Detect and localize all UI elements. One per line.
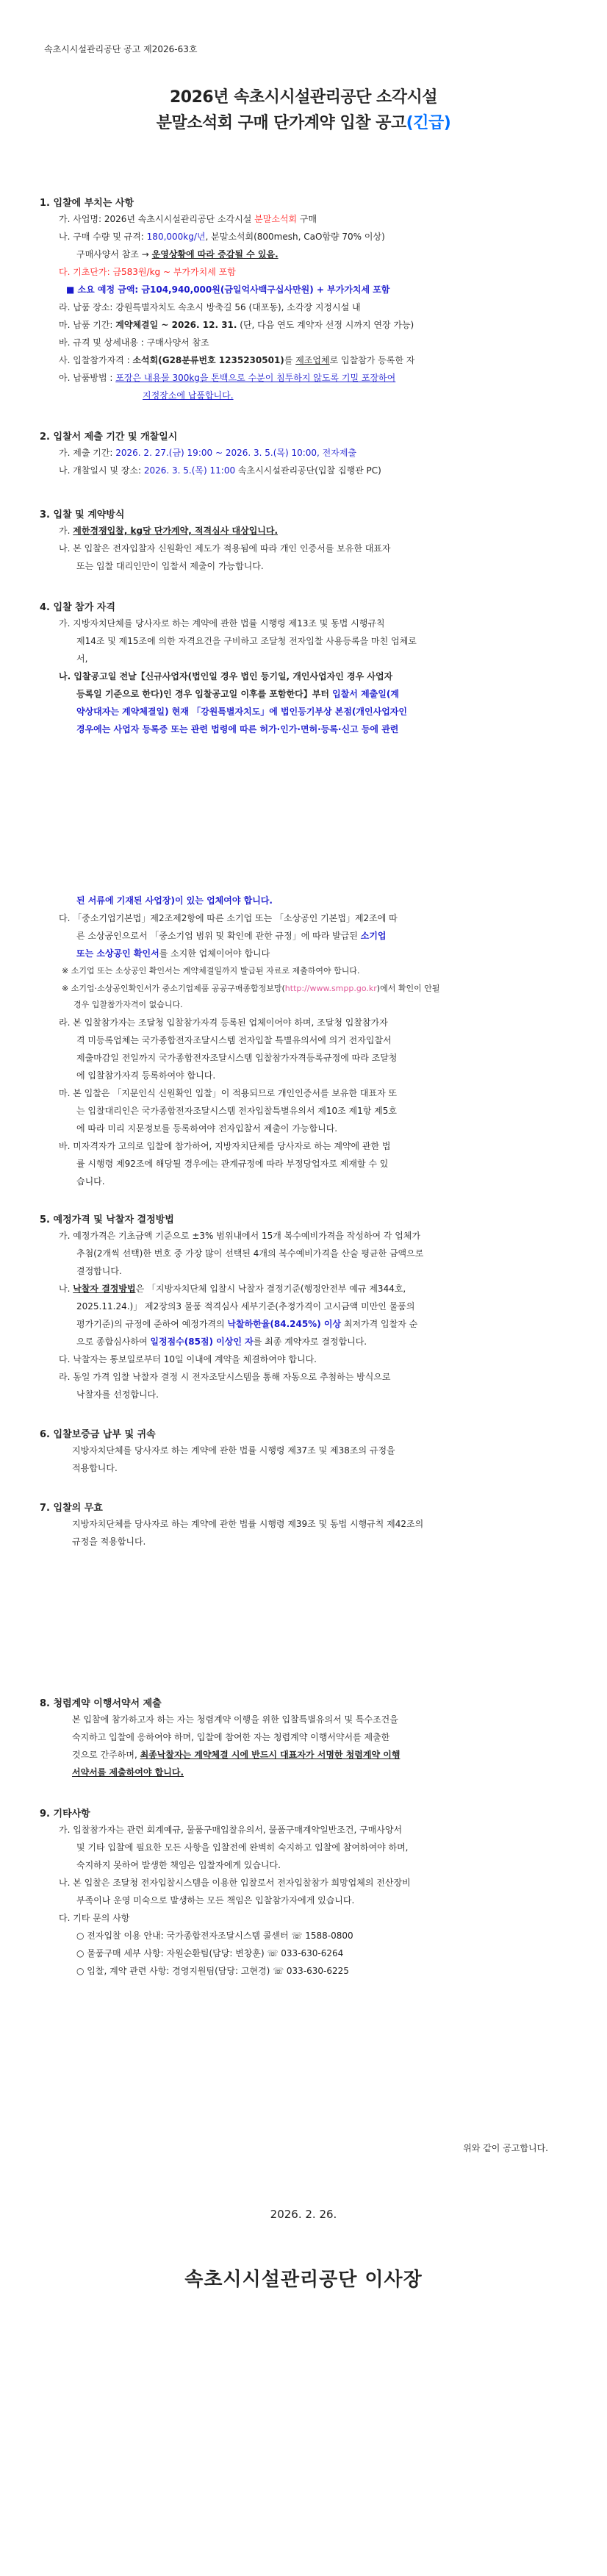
s4-da3-blue: 또는 소상공인 확인서 bbox=[76, 948, 159, 959]
s5-na1-post: 은 「지방자치단체 입찰시 낙찰자 결정기준(행정안전부 예규 제344호, bbox=[135, 1284, 406, 1294]
s5-na3-pre: 평가기준)의 규정에 준하여 예정가격의 bbox=[76, 1319, 228, 1329]
s2-na-pre: 나. 개찰일시 및 장소: bbox=[59, 465, 144, 476]
s4-ba-1: 바. 미자격자가 고의로 입찰에 참가하여, 지방자치단체를 당사자로 하는 계약에 관한 법 bbox=[59, 1141, 391, 1151]
s1-da-base-price: 다. 기초단가: 금583원/kg ~ 부가가치세 포함 bbox=[59, 267, 236, 277]
s8-p3-pre: 것으로 간주하며, bbox=[72, 1750, 140, 1760]
s4-note2-post: )에서 확인이 안될 bbox=[376, 984, 440, 993]
s4-ma-2: 는 입찰대리인은 국가종합전자조달시스템 전자입찰특별유의서 제10조 제1항 제5호 bbox=[76, 1106, 397, 1116]
s4-ga-1: 가. 지방자치단체를 당사자로 하는 계약에 관한 법률 시행령 제13조 및 동법 시행규칙 bbox=[59, 618, 385, 629]
s4-na-3: 약상대자는 계약체결일) 현재 「강원특별자치도」에 법인등기부상 본점(개인사업자인 bbox=[76, 706, 407, 717]
s4-ga-3: 서, bbox=[76, 654, 88, 664]
s1-a bbox=[59, 371, 395, 384]
signer: 속초시시설관리공단 이사장 bbox=[184, 2269, 423, 2291]
s4-ra-3: 제출마감일 전일까지 국가종합전자조달시스템 입찰참가자격등록규정에 따라 조달청 bbox=[76, 1053, 398, 1063]
s2-ga bbox=[59, 446, 356, 459]
s9-ga-1: 가. 입찰참가자는 관련 회계예규, 물품구매입찰유의서, 물품구매계약일반조건, 구매사양서 bbox=[59, 1825, 403, 1835]
s9-contact-3: ○ 입찰, 계약 관련 사항: 경영지원팀(담당: 고현경) ☏ 033-630-6225 bbox=[76, 1966, 349, 1976]
s5-na-3 bbox=[76, 1317, 417, 1331]
s4-na-1: 나. 입찰공고일 전날【신규사업자(법인일 경우 법인 등기일, 개인사업자인 경우 사업자 bbox=[59, 671, 393, 681]
s3-na-1: 나. 본 입찰은 전자입찰자 신원확인 제도가 적용됨에 따라 개인 인증서를 보유한 대표자 bbox=[59, 543, 391, 554]
s1-a-line2: 지정장소에 납품합니다. bbox=[143, 390, 234, 401]
s9-ga-3: 숙지하지 못하여 발생한 책임은 입찰자에게 있습니다. bbox=[76, 1860, 281, 1870]
s8-p3 bbox=[72, 1748, 400, 1761]
s1-sa-post: 로 입찰참가 등록한 자 bbox=[329, 355, 415, 365]
s5-ga-3: 결정합니다. bbox=[76, 1266, 122, 1276]
s5-ga-2: 추첨(2개씩 선택)한 번호 중 가장 많이 선택된 4개의 복수예비가격을 산술 평균한 금액으로 bbox=[76, 1248, 424, 1259]
s4-na-5: 된 서류에 기재된 사업장)이 있는 업체여야 합니다. bbox=[76, 895, 273, 906]
s1-na-2 bbox=[76, 248, 279, 261]
s4-ma-3: 에 따라 미리 지문정보를 등록하여야 전자입찰서 제출이 가능합니다. bbox=[76, 1123, 338, 1134]
s4-ma-1: 마. 본 입찰은 「지문인식 신원확인 입찰」이 적용되므로 개인인증서를 보유한 대표자 또 bbox=[59, 1088, 398, 1098]
s4-note2-pre: ※ 소기업·소상공인확인서가 중소기업제품 공공구매종합정보망( bbox=[62, 984, 285, 993]
s8-p3-ul: 최종낙찰자는 계약체결 시에 반드시 대표자가 서명한 청렴계약 이행 bbox=[140, 1750, 401, 1760]
s6-p2: 적용합니다. bbox=[72, 1463, 118, 1473]
section-5-heading: 5. 예정가격 및 낙찰자 결정방법 bbox=[40, 1214, 174, 1226]
s9-na-1: 나. 본 입찰은 조달청 전자입찰시스템을 이용한 입찰로서 전자입찰참가 희망업체의 전산장비 bbox=[59, 1878, 411, 1888]
s1-na2-pre: 구매사양서 참조 → bbox=[76, 249, 152, 260]
notice-number: 속초시시설관리공단 공고 제2026-63호 bbox=[44, 44, 198, 54]
s4-na-2 bbox=[76, 687, 399, 701]
s1-ga-pre: 가. 사업명: 2026년 속초시시설관리공단 소각시설 bbox=[59, 214, 255, 224]
s1-ma-bold: 계약체결일 ~ 2026. 12. 31. bbox=[115, 320, 237, 330]
title-line-1: 2026년 속초시시설관리공단 소각시설 bbox=[169, 88, 438, 107]
closing-text: 위와 같이 공고합니다. bbox=[463, 2143, 548, 2153]
s1-ra: 라. 납품 장소: 강원특별자치도 속초시 방축길 56 (대포동), 소각장 지정시설 내 bbox=[59, 302, 361, 312]
s3-ga-ul: 제한경쟁입찰, kg당 단가계약, 적격심사 대상입니다. bbox=[73, 526, 279, 536]
s5-ra-2: 낙찰자를 선정합니다. bbox=[76, 1389, 159, 1400]
s5-na-2: 2025.11.24.)」 제2장의3 물품 적격심사 세부기준(추정가격이 고시금액 미만인 물품의 bbox=[76, 1301, 415, 1312]
section-6-heading: 6. 입찰보증금 납부 및 귀속 bbox=[40, 1429, 156, 1440]
s4-ba-2: 률 시행령 제92조에 해당될 경우에는 관계규정에 따라 부정당업자로 제재할 수 있 bbox=[76, 1159, 389, 1169]
s2-ga-pre: 가. 제출 기간: bbox=[59, 448, 116, 458]
s4-da2-blue: 소기업 bbox=[360, 931, 387, 941]
s1-sa-pre: 사. 입찰참가자격 : bbox=[59, 355, 133, 365]
section-1-heading: 1. 입찰에 부치는 사항 bbox=[40, 198, 134, 209]
s1-ma bbox=[59, 318, 414, 332]
s1-sa-mid: 를 bbox=[284, 355, 296, 365]
s1-a-ul1: 포장은 내용물 300kg을 톤백으로 수분이 침투하지 않도록 기밀 포장하여 bbox=[115, 373, 396, 383]
s5-ra-1: 라. 동일 가격 입찰 낙찰자 결정 시 전자조달시스템을 통해 자동으로 추첨하는 방식으로 bbox=[59, 1372, 391, 1382]
section-7-heading: 7. 입찰의 무효 bbox=[40, 1503, 103, 1514]
s5-na-4 bbox=[76, 1335, 367, 1348]
s8-p4: 서약서를 제출하여야 합니다. bbox=[72, 1767, 184, 1778]
s2-na bbox=[59, 464, 381, 477]
s4-na2-pre: 등록일 기준으로 한다)인 경우 입찰공고일 이후를 포함한다】부터 bbox=[76, 689, 333, 699]
s5-na4-pre: 으로 종합심사하여 bbox=[76, 1337, 151, 1347]
s4-na-4: 경우에는 사업자 등록증 또는 관련 법령에 따른 허가·인가·면허·등록·신고 등에 관련 bbox=[76, 724, 399, 734]
s1-na2-ul: 운영상황에 따라 증감될 수 있음. bbox=[151, 249, 279, 260]
s4-da-1: 다. 「중소기업기본법」제2조제2항에 따른 소기업 또는 「소상공인 기본법」제2조에 따 bbox=[59, 913, 398, 923]
s1-ba: 바. 규격 및 상세내용 : 구매사양서 참조 bbox=[59, 337, 209, 348]
s9-da: 다. 기타 문의 사항 bbox=[59, 1913, 130, 1923]
s9-contact-1: ○ 전자입찰 이용 안내: 국가종합전자조달시스템 콜센터 ☏ 1588-0800 bbox=[76, 1931, 353, 1941]
s8-p2: 숙지하고 입찰에 응하여야 하며, 입찰에 참여한 자는 청렴계약 이행서약서를 제출한 bbox=[72, 1732, 390, 1742]
s4-note-3: 경우 입찰참가자격이 없습니다. bbox=[73, 1000, 183, 1009]
s1-na bbox=[59, 230, 385, 243]
s1-estimated-amount: ■ 소요 예정 금액: 금104,940,000원(금일억사백구십사만원) + 부가가치세 포함 bbox=[66, 285, 390, 295]
section-3-heading: 3. 입찰 및 계약방식 bbox=[40, 509, 125, 520]
s9-na-2: 부족이나 운영 미숙으로 발생하는 모든 책임은 입찰참가자에게 있습니다. bbox=[76, 1895, 355, 1906]
section-2-heading: 2. 입찰서 제출 기간 및 개찰일시 bbox=[40, 432, 178, 443]
s5-na-1 bbox=[59, 1282, 406, 1295]
s1-na-post: , 분말소석회(800mesh, CaO함량 70% 이상) bbox=[205, 232, 385, 242]
s4-note-1: ※ 소기업 또는 소상공인 확인서는 계약체결일까지 발급된 자료로 제출하여야 합니다. bbox=[62, 966, 360, 976]
s2-na-datetime: 2026. 3. 5.(목) 11:00 bbox=[143, 465, 236, 476]
s9-contact-2: ○ 물품구매 세부 사항: 자원순환팀(담당: 변창훈) ☏ 033-630-6264 bbox=[76, 1948, 344, 1958]
s4-da-3 bbox=[76, 947, 270, 960]
s1-ga bbox=[59, 212, 317, 226]
s1-ma-pre: 마. 납품 기간: bbox=[59, 320, 116, 330]
s4-ba-3: 습니다. bbox=[76, 1176, 105, 1187]
s3-na-2: 또는 입찰 대리인만이 입찰서 제출이 가능합니다. bbox=[76, 561, 264, 571]
s4-da2-text: 른 소상공인으로서 「중소기업 범위 및 확인에 관한 규정」에 따라 발급된 bbox=[76, 931, 361, 941]
title-line-2 bbox=[0, 110, 607, 133]
s4-ra-4: 에 입찰참가자격 등록하여야 합니다. bbox=[76, 1070, 216, 1081]
s1-ga-item: 분말소석회 bbox=[254, 214, 298, 224]
s1-na-pre: 나. 구매 수량 및 규격: bbox=[59, 232, 147, 242]
s2-na-post: 속초시시설관리공단(입찰 집행관 PC) bbox=[235, 465, 381, 476]
section-4-heading: 4. 입찰 참가 자격 bbox=[40, 602, 115, 613]
s5-na3-post: 최저가격 입찰자 순 bbox=[341, 1319, 418, 1329]
s4-da3-post: 를 소지한 업체이어야 합니다 bbox=[159, 948, 270, 959]
s5-da: 다. 낙찰자는 통보일로부터 10일 이내에 계약을 체결하여야 합니다. bbox=[59, 1354, 317, 1364]
s3-ga-pre: 가. bbox=[59, 526, 73, 536]
s5-ga-1: 가. 예정가격은 기초금액 기준으로 ±3% 범위내에서 15개 복수예비가격을 작성하여 각 업체가 bbox=[59, 1231, 421, 1241]
s3-ga bbox=[59, 524, 278, 537]
s5-na1-ul: 낙찰자 결정방법 bbox=[73, 1284, 136, 1294]
s9-ga-2: 및 기타 입찰에 필요한 모든 사항을 입찰전에 완벽히 숙지하고 입찰에 참여하여야 하며, bbox=[76, 1842, 409, 1853]
s4-ga-2: 제14조 및 제15조에 의한 자격요건을 구비하고 조달청 전자입찰 사용등록을 마친 업체로 bbox=[76, 636, 417, 646]
s4-na2-blue: 입찰서 제출일(계 bbox=[332, 689, 399, 699]
title-text: 분말소석회 구매 단가계약 입찰 공고 bbox=[156, 114, 406, 132]
s2-ga-period: 2026. 2. 27.(금) 19:00 ~ 2026. 3. 5.(목) 10:00, 전자제출 bbox=[115, 448, 357, 458]
s1-na-qty: 180,000kg/년 bbox=[146, 232, 206, 242]
s5-na4-post: 를 최종 계약자로 결정합니다. bbox=[253, 1337, 367, 1347]
s5-na4-blue: 일정점수(85점) 이상인 자 bbox=[150, 1337, 254, 1347]
s1-ma-post: (단, 다음 연도 계약자 선정 시까지 연장 가능) bbox=[237, 320, 414, 330]
section-8-heading: 8. 청렴계약 이행서약서 제출 bbox=[40, 1698, 162, 1709]
s1-sa bbox=[59, 354, 414, 367]
s8-p1: 본 입찰에 참가하고자 하는 자는 청렴계약 이행을 위한 입찰특별유의서 및 특수조건을 bbox=[72, 1714, 398, 1725]
s4-note-2 bbox=[62, 982, 439, 995]
s5-na3-blue: 낙찰하한율(84.245%) 이상 bbox=[227, 1319, 342, 1329]
s1-sa-bold: 소석회(G28분류번호 1235230501) bbox=[132, 355, 284, 365]
s7-p2: 규정을 적용합니다. bbox=[72, 1536, 146, 1547]
s7-p1: 지방자치단체를 당사자로 하는 계약에 관한 법률 시행령 제39조 및 동법 시행규칙 제42조의 bbox=[72, 1519, 424, 1529]
s1-a-pre: 아. 납품방법 : bbox=[59, 373, 116, 383]
section-9-heading: 9. 기타사항 bbox=[40, 1808, 90, 1820]
s6-p1: 지방자치단체를 당사자로 하는 계약에 관한 법률 시행령 제37조 및 제38조의 규정을 bbox=[72, 1445, 395, 1456]
urgent-tag: (긴급) bbox=[406, 114, 451, 132]
s4-da-2 bbox=[76, 929, 387, 942]
s4-note2-link[interactable]: http://www.smpp.go.kr bbox=[284, 984, 377, 993]
notice-date: 2026. 2. 26. bbox=[270, 2208, 337, 2221]
s5-na1-pre: 나. bbox=[59, 1284, 73, 1294]
s4-ra-2: 격 미등록업체는 국가종합전자조달시스템 전자입찰 특별유의서에 의거 전자입찰서 bbox=[76, 1035, 392, 1045]
s4-ra-1: 라. 본 입찰참가자는 조달청 입찰참가자격 등록된 업체이어야 하며, 조달청 입찰참가자 bbox=[59, 1017, 388, 1028]
s1-sa-ul: 제조업체 bbox=[295, 355, 330, 365]
s1-ga-post: 구매 bbox=[297, 214, 317, 224]
